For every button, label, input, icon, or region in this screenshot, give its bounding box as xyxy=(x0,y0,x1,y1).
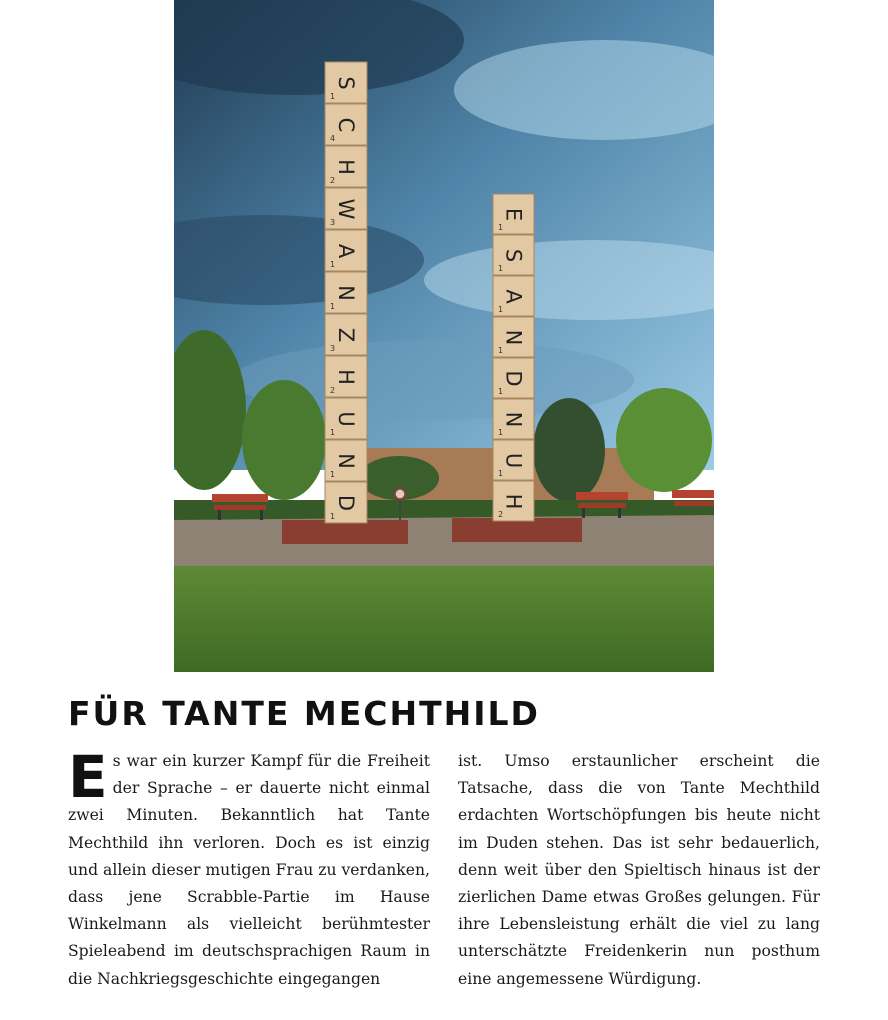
right-tile-letter: E xyxy=(501,207,526,222)
left-tile-letter: N xyxy=(334,285,358,301)
right-tile-letter: U xyxy=(501,452,526,469)
left-tile-11 xyxy=(325,62,367,103)
pedestal-right xyxy=(452,518,582,542)
left-tile-value: 1 xyxy=(330,302,336,311)
left-tile-value: 1 xyxy=(330,260,336,269)
right-tile-8 xyxy=(493,194,534,234)
left-tile-8 xyxy=(325,188,367,229)
left-tile-value: 2 xyxy=(330,176,336,185)
right-tile-value: 1 xyxy=(498,264,504,273)
left-tile-letter: N xyxy=(334,453,358,469)
tree xyxy=(533,398,605,502)
sign xyxy=(395,489,405,499)
article-column-right xyxy=(458,748,820,993)
right-tile-5 xyxy=(493,317,534,357)
right-tile-3 xyxy=(493,399,534,439)
left-tile-value: 3 xyxy=(330,344,336,353)
left-tile-value: 1 xyxy=(330,470,336,479)
left-tile-value: 1 xyxy=(330,512,336,521)
left-tile-9 xyxy=(325,146,367,187)
left-tile-value: 1 xyxy=(330,92,336,101)
right-tile-6 xyxy=(493,276,534,316)
left-tile-3 xyxy=(325,398,367,439)
pedestal-left xyxy=(282,520,408,544)
left-tile-letter: H xyxy=(334,369,358,385)
right-tile-value: 1 xyxy=(498,305,504,314)
right-tile-value: 1 xyxy=(498,346,504,355)
tree xyxy=(616,388,712,492)
right-tile-letter: D xyxy=(501,370,526,387)
right-tile-value: 1 xyxy=(498,469,504,478)
column-text-right: ist. Umso erstaunlicher erscheint die Tatsache, dass die von Tante Mechthild erdachten Wortschöpfungen bis heute nicht im Duden stehen. Das ist sehr bedauerlich, denn weit über den Spieltisch hinaus ist der zierlichen Dame etwas Großes gelungen. Für ihre Lebensleistung erhält die viel zu lang unterschätzte Freidenkerin nun posthum eine angemessene Würdigung. xyxy=(458,752,820,988)
left-tile-5 xyxy=(325,314,367,355)
scrabble-column-schwanzhund xyxy=(325,62,367,523)
right-tile-letter: N xyxy=(501,411,526,428)
path xyxy=(174,515,714,572)
left-tile-letter: S xyxy=(334,76,358,90)
left-tile-value: 4 xyxy=(330,134,336,143)
left-tile-6 xyxy=(325,272,367,313)
scrabble-column-hundnase xyxy=(493,194,534,521)
left-tile-letter: U xyxy=(334,411,358,427)
left-tile-letter: A xyxy=(334,243,358,259)
hero-photo xyxy=(174,0,714,672)
left-tile-letter: C xyxy=(334,117,358,133)
left-tile-1 xyxy=(325,482,367,523)
drop-cap: E xyxy=(68,743,108,811)
left-tile-letter: H xyxy=(334,159,358,175)
article-title: FÜR TANTE MECHTHILD xyxy=(68,694,540,733)
right-tile-letter: H xyxy=(501,493,526,510)
left-tile-7 xyxy=(325,230,367,271)
lawn xyxy=(174,566,714,672)
right-tile-1 xyxy=(493,481,534,521)
right-tile-letter: N xyxy=(501,329,526,346)
left-tile-value: 1 xyxy=(330,428,336,437)
right-tile-value: 1 xyxy=(498,428,504,437)
right-tile-2 xyxy=(493,440,534,480)
left-tile-letter: D xyxy=(334,494,358,512)
left-tile-4 xyxy=(325,356,367,397)
right-tile-letter: A xyxy=(501,289,526,304)
left-tile-letter: Z xyxy=(334,327,358,343)
left-tile-2 xyxy=(325,440,367,481)
left-tile-10 xyxy=(325,104,367,145)
right-tile-value: 2 xyxy=(498,510,504,519)
bench xyxy=(672,490,714,506)
right-tile-letter: S xyxy=(501,248,526,263)
tree xyxy=(242,380,326,500)
right-tile-7 xyxy=(493,235,534,275)
left-tile-value: 3 xyxy=(330,218,336,227)
right-tile-value: 1 xyxy=(498,223,504,232)
right-tile-4 xyxy=(493,358,534,398)
left-tile-value: 2 xyxy=(330,386,336,395)
column-text-left: s war ein kurzer Kampf für die Freiheit der Sprache – er dauerte nicht einmal zwei Minuten. Bekanntlich hat Tante Mechthild ihn verloren. Doch es ist einzig und allein dieser mutigen Frau zu verdanken, dass jene Scrabble-Partie im Hause Winkelmann als vielleicht berühmtester Spieleabend im deutschsprachigen Raum in die Nachkriegsgeschichte eingegangen xyxy=(68,752,430,988)
article-column-left xyxy=(68,743,430,993)
left-tile-letter: W xyxy=(334,198,358,220)
right-tile-value: 1 xyxy=(498,387,504,396)
